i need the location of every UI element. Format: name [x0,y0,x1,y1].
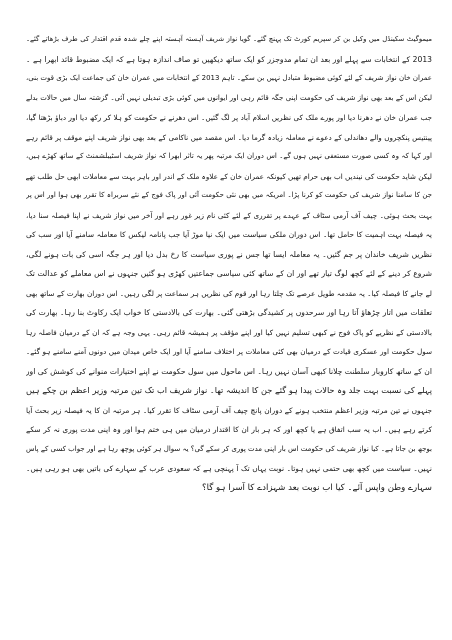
article-body [26,30,432,530]
text-line: سول حکومت اور عسکری قیادت کے درمیان بھی کئی معاملات پر اختلاف سامنے آیا اور ایک خاص میدان میں دونوں آمنے سامنے ہو گئے۔ [26,347,432,356]
text-line: بوجھ بن جاتا ہے۔ کیا نواز شریف کی حکومت اس بار اپنی مدت پوری کر سکے گی؟ یہ سوال ہر کوئی پوچھ رہا ہے اور جواب کسی کے پاس [26,444,432,453]
text-line: بہت بحث ہوئی۔ چیف آف آرمی سٹاف کے عہدے پر تقرری کے لئے کئی نام زیر غور رہے اور آخر میں نواز شریف نے اپنا فیصلہ سنا دیا، [26,210,432,220]
text-line: جن کا سامنا نواز شریف کی حکومت کو کرنا پڑا۔ امریکہ میں بھی نئی حکومت آئی اور پاک فوج کے نئے سربراہ کا تقرر بھی ہوا اور اس پر [26,191,432,199]
text-line: بالادستی کے نظریے کو پاک فوج نے کبھی تسلیم نہیں کیا اور اپنے مؤقف پر ہمیشہ قائم رہی۔ یہی وجہ ہے کہ ان کے درمیان فاصلہ رہا [26,327,432,337]
text-line: تعلقات میں اتار چڑھاؤ آتا رہا اور سرحدوں پر کشیدگی بڑھتی گئی۔ بھارت کی بالادستی کا خواب ایک رکاوٹ بنا رہا۔ بھارت کی [26,308,432,317]
text-line: جنہوں نے تین مرتبہ وزیر اعظم منتخب ہونے کے دوران پانچ چیف آف آرمی سٹاف کا تقرر کیا۔ ہر مرتبہ ان کا یہ فیصلہ زیر بحث آیا [26,405,432,415]
text-line: میموگیٹ سکینڈل میں وکیل بن کر سپریم کورٹ تک پہنچ گئے۔ گویا نواز شریف آہستہ آہستہ اپنے چلے شدہ قدم اقتدار کی طرف بڑھاتے گئے۔ [26,35,432,43]
text-line: یہ فیصلہ بہت اہمیت کا حامل تھا۔ اس دوران ملکی سیاست میں ایک نیا موڑ آیا جب پانامہ لیکس کا معاملہ سامنے آیا اور سب کی [26,230,432,239]
text-line: کرتے رہے ہیں۔ اب یہ سب اتفاق ہے یا کچھ اور کہ ہر بار ان کا اقتدار درمیان میں ہی ختم ہوا اور وہ اپنی مدت پوری نہ کر سکے [26,425,432,434]
text-line: ان کے ساتھ کاروبار سلطنت چلانا کبھی آسان نہیں رہا۔ اس ماحول میں سول حکومت نے اپنے اختیارات منوانے کی کوشش کی اور [26,366,432,376]
text-line: نظریں شریف خاندان پر جم گئیں۔ یہ معاملہ ایسا تھا جس نے پوری سیاست کا رخ بدل دیا اور ہر جگہ اسی کی بات ہونے لگی، [26,249,432,259]
text-line: 2013 کے انتخابات سے پہلے اور بعد ان تمام مدوجزر کو ایک ساتھ دیکھیں تو صاف اندازہ ہوتا ہے کہ ایک مضبوط قائد ابھرا ہے ۔ [26,54,432,64]
text-line: لے جانے کا فیصلہ کیا۔ یہ مقدمہ طویل عرصے تک چلتا رہا اور قوم کی نظریں ہر سماعت پر لگی رہیں۔ اس دوران بھارت کے ساتھ بھی [26,288,432,298]
text-line: لیکن اس کے بعد بھی نواز شریف کی حکومت اپنی جگہ قائم رہی اور ایوانوں میں کوئی بڑی تبدیلی نہیں آئی۔ گزشتہ سال میں حالات بدلے [26,93,432,102]
text-line: جب عمران خان نے دھرنا دیا اور پورے ملک کی نظریں اسلام آباد پر لگ گئیں۔ اس دھرنے نے حکومت کو ہلا کر رکھ دیا اور دباؤ بڑھتا گیا، [26,113,432,122]
text-line: نہیں۔ سیاست میں کچھ بھی حتمی نہیں ہوتا۔ نوبت یہاں تک آ پہنچی ہے کہ سعودی عرب کے سہارے کی باتیں بھی ہو رہی ہیں۔ [26,464,432,473]
text-line: شروع کر دینے کے لئے کچھ لوگ تیار تھے اور ان کے ساتھ کئی سیاسی جماعتیں کھڑی ہو گئیں جنہوں نے اس معاملے کو عدالت تک [26,269,432,278]
text-line: پہلے کی نسبت بہت جلد وہ حالات پیدا ہو گئے جن کا اندیشہ تھا۔ نواز شریف اب تک تین مرتبہ وزیر اعظم بن چکے ہیں [26,385,432,395]
text-line: لیکن شاید حکومت کی نیندیں اب بھی حرام تھیں کیونکہ عمران خان کے علاوہ ملک کے اندر اور باہر بہت سے معاملات ابھی حل طلب تھے [26,171,432,181]
text-line: پینتیس پنکچروں والے دھاندلی کے دعوے نے معاملہ زیادہ گرما دیا۔ اس مقصد میں ناکامی کے بعد بھی نواز شریف اپنے موقف پر قائم رہے [26,132,432,142]
text-line: عمران خان نواز شریف کے لئے کوئی مضبوط متبادل نہیں بن سکے۔ تاہم 2013 کے انتخابات میں عمران خان کی جماعت ایک بڑی قوت بنی، [26,74,432,82]
text-line: اور کہا کہ وہ کسی صورت مستعفی نہیں ہوں گے۔ اس دوران ایک مرتبہ پھر یہ تاثر ابھرا کہ نواز شریف اسٹیبلشمنٹ کے ساتھ کھڑے ہیں، [26,152,432,160]
text-line: سہارے وطن واپس آئے۔ کیا اب نوبت بعد شہزادے کا آسرا ہو گا؟ [202,482,432,493]
